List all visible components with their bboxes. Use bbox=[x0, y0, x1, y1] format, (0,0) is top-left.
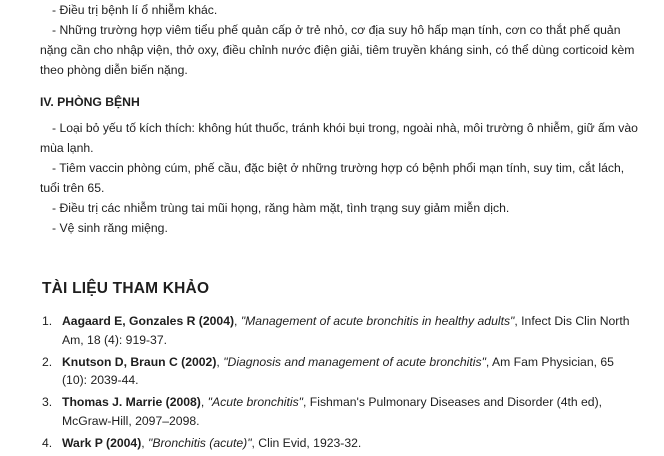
treatment-line-1: - Điều trị bệnh lí ổ nhiễm khác. bbox=[52, 3, 218, 17]
reference-number: 2. bbox=[42, 354, 53, 369]
prevention-heading: IV. PHÒNG BỆNH bbox=[40, 95, 140, 109]
reference-item bbox=[42, 393, 632, 430]
reference-title: "Diagnosis and management of acute bronchitis" bbox=[223, 354, 486, 369]
reference-source: , Infect Dis Clin North Am, 18 (4): 919-37. bbox=[62, 314, 630, 347]
reference-item bbox=[42, 353, 632, 390]
references-list bbox=[42, 312, 632, 456]
reference-title: "Bronchitis (acute)" bbox=[148, 435, 252, 450]
reference-title: "Management of acute bronchitis in healthy adults" bbox=[240, 314, 515, 328]
reference-separator: , bbox=[141, 435, 149, 450]
prevention-item-2: - Tiêm vaccin phòng cúm, phế cầu, đặc biệt ở những trường hợp có bệnh phổi mạn tính, suy tim, cắt lách, tuổi trên 65. bbox=[40, 161, 625, 195]
reference-author: Aagaard E, Gonzales R (2004) bbox=[62, 314, 235, 328]
reference-source: , Fishman's Pulmonary Diseases and Disorder (4th ed), McGraw-Hill, 2097–2098. bbox=[62, 395, 603, 428]
references-heading: TÀI LIỆU THAM KHẢO bbox=[42, 280, 210, 297]
prevention-item-4: - Vệ sinh răng miệng. bbox=[52, 221, 168, 235]
reference-title: "Acute bronchitis" bbox=[207, 395, 304, 409]
reference-author: Knutson D, Braun C (2002) bbox=[62, 354, 217, 369]
reference-number: 1. bbox=[42, 314, 53, 328]
reference-separator: , bbox=[216, 354, 224, 369]
treatment-line-2: - Những trường hợp viêm tiểu phế quản cấp ở trẻ nhỏ, cơ địa suy hô hấp mạn tính, cơn co thắt phế quản nặng cần cho nhập viện, thở oxy, điều chỉnh nước điện giải, tiêm truyền kháng sinh, có thể dùng corticoid kèm theo phòng diễn biến nặng. bbox=[40, 23, 635, 77]
reference-author: Wark P (2004) bbox=[62, 435, 142, 450]
reference-separator: , bbox=[200, 395, 208, 409]
reference-number: 3. bbox=[42, 395, 53, 409]
reference-source: , Clin Evid, 1923-32. bbox=[251, 435, 362, 450]
reference-item bbox=[42, 312, 632, 349]
prevention-item-1: - Loại bỏ yếu tố kích thích: không hút thuốc, tránh khói bụi trong, ngoài nhà, môi trường ô nhiễm, giữ ấm vào mùa lạnh. bbox=[40, 121, 638, 155]
reference-item bbox=[42, 434, 632, 453]
prevention-item-3: - Điều trị các nhiễm trùng tai mũi họng, răng hàm mặt, tình trạng suy giảm miễn dịch. bbox=[52, 201, 510, 215]
reference-source: , Am Fam Physician, 65 (10): 2039-44. bbox=[62, 354, 614, 387]
reference-number: 4. bbox=[42, 435, 53, 450]
reference-separator: , bbox=[234, 314, 241, 328]
reference-author: Thomas J. Marrie (2008) bbox=[62, 395, 201, 409]
